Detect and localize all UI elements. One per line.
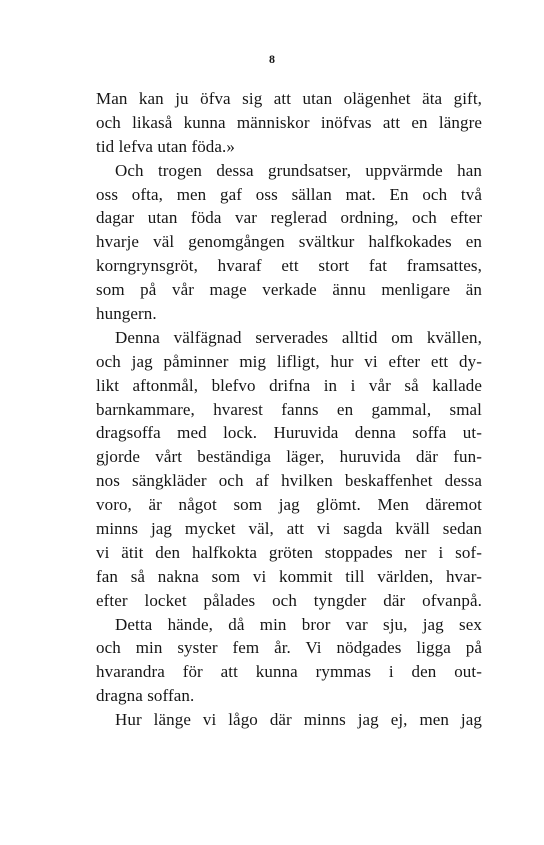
text-line: dagar utan föda var reglerad ordning, och efter (96, 208, 482, 228)
text-line: minns jag mycket väl, att vi sagda kväll sedan (96, 519, 482, 539)
body-text (96, 87, 482, 732)
text-line: voro, är något som jag glömt. Men däremot (96, 495, 482, 515)
text-line: vi ätit den halfkokta gröten stoppades ner i sof- (96, 542, 482, 562)
text-line: hvarandra för att kunna rymmas i den out- (96, 662, 482, 682)
text-line: gjorde vårt beständiga läger, huruvida där fun- (96, 447, 482, 467)
text-line: korngrynsgröt, hvaraf ett stort fat framsattes, (96, 256, 482, 276)
page-number: 8 (269, 52, 275, 66)
text-line: likt aftonmål, blefvo drifna in i vår så kallade (96, 375, 482, 395)
text-line: dragsoffa med lock. Huruvida denna soffa ut- (96, 423, 482, 443)
text-line: som på vår mage verkade ännu menligare än (96, 280, 482, 300)
text-line: Och trogen dessa grundsatser, uppvärmde han (115, 160, 482, 180)
text-line: dragna soffan. (96, 686, 195, 706)
text-line: och jag påminner mig lifligt, hur vi efter ett dy- (96, 351, 482, 371)
text-line: barnkammare, hvarest fanns en gammal, smal (96, 399, 482, 419)
text-line: nos sängkläder och af hvilken beskaffenhet dessa (96, 471, 482, 491)
text-line: hungern. (96, 304, 157, 324)
text-line: Detta hände, då min bror var sju, jag sex (115, 614, 482, 634)
text-line: Man kan ju öfva sig att utan olägenhet äta gift, (96, 89, 482, 108)
text-line: efter locket pålades och tyngder där ofvanpå. (96, 590, 482, 610)
text-line: Denna välfägnad serverades alltid om kvällen, (115, 327, 482, 347)
text-line: fan så nakna som vi kommit till världen, hvar- (96, 566, 482, 586)
text-line: hvarje väl genomgången svältkur halfkokades en (96, 232, 482, 252)
text-line: och min syster fem år. Vi nödgades ligga på (96, 638, 482, 658)
text-line: och likaså kunna människor inöfvas att en längre (96, 112, 482, 132)
text-line: tid lefva utan föda.» (96, 136, 235, 156)
text-line: Hur länge vi lågo där minns jag ej, men jag (115, 710, 482, 730)
text-line: oss ofta, men gaf oss sällan mat. En och två (96, 184, 482, 204)
